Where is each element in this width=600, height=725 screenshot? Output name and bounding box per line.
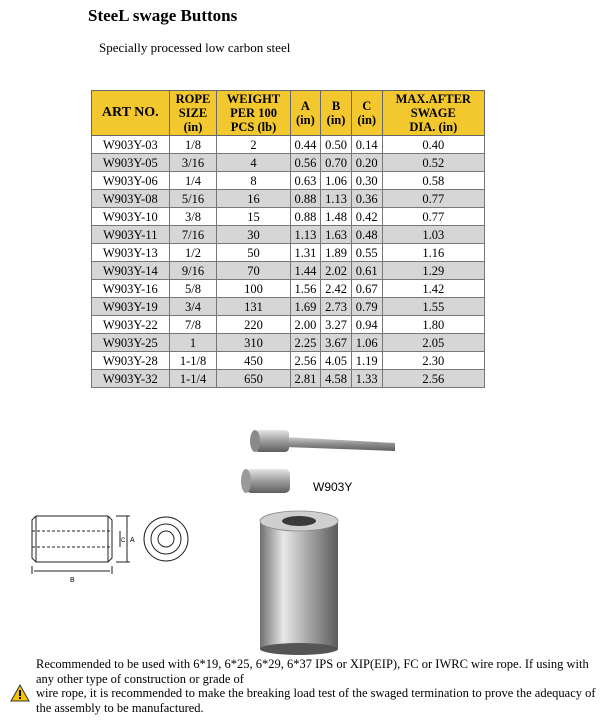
table-cell: 1-1/8 <box>169 352 217 370</box>
table-cell: 2.30 <box>382 352 484 370</box>
table-cell: 1/8 <box>169 136 217 154</box>
table-cell: 2.25 <box>290 334 321 352</box>
warning-icon <box>10 684 30 702</box>
column-header <box>351 91 382 136</box>
table-cell: 0.61 <box>351 262 382 280</box>
table-cell: 0.79 <box>351 298 382 316</box>
dimension-drawing <box>30 504 190 584</box>
table-cell: 650 <box>217 370 290 388</box>
table-cell: 0.56 <box>290 154 321 172</box>
table-cell: W903Y-06 <box>92 172 170 190</box>
table-cell: 1.48 <box>321 208 352 226</box>
column-header <box>169 91 217 136</box>
table-cell: 1.55 <box>382 298 484 316</box>
column-header-line: DIA. (in) <box>409 120 458 134</box>
table-cell: 1/4 <box>169 172 217 190</box>
usage-note-line-2: wire rope, it is recommended to make the breaking load test of the swaged termination to prove the adequacy of the assembly to be manufactured. <box>36 686 596 715</box>
table-cell: 0.88 <box>290 208 321 226</box>
column-header-line: PER 100 <box>230 106 277 120</box>
table-cell: 50 <box>217 244 290 262</box>
table-row <box>92 352 485 370</box>
column-header-line: PCS (lb) <box>230 120 277 134</box>
spec-table-body <box>92 136 485 388</box>
table-cell: 0.20 <box>351 154 382 172</box>
wire-rope-assembly <box>250 430 395 452</box>
table-cell: 15 <box>217 208 290 226</box>
table-cell: 0.14 <box>351 136 382 154</box>
table-cell: 1.29 <box>382 262 484 280</box>
table-cell: 5/16 <box>169 190 217 208</box>
table-cell: 1-1/4 <box>169 370 217 388</box>
column-header-line: (in) <box>183 120 203 134</box>
table-cell: 2.73 <box>321 298 352 316</box>
large-button <box>260 511 338 655</box>
table-cell: W903Y-22 <box>92 316 170 334</box>
table-cell: 4 <box>217 154 290 172</box>
table-cell: 0.40 <box>382 136 484 154</box>
table-cell: 1.69 <box>290 298 321 316</box>
table-cell: 0.48 <box>351 226 382 244</box>
table-cell: 3/8 <box>169 208 217 226</box>
table-cell: 4.58 <box>321 370 352 388</box>
table-cell: 3/16 <box>169 154 217 172</box>
table-cell: 131 <box>217 298 290 316</box>
column-header-line: WEIGHT <box>226 92 281 106</box>
table-cell: 7/16 <box>169 226 217 244</box>
table-row <box>92 172 485 190</box>
table-cell: 5/8 <box>169 280 217 298</box>
table-cell: 0.30 <box>351 172 382 190</box>
table-cell: W903Y-10 <box>92 208 170 226</box>
table-cell: 2.05 <box>382 334 484 352</box>
table-row <box>92 262 485 280</box>
table-cell: 1.13 <box>321 190 352 208</box>
column-header-line: SIZE <box>178 106 208 120</box>
table-cell: 8 <box>217 172 290 190</box>
table-cell: W903Y-13 <box>92 244 170 262</box>
table-row <box>92 208 485 226</box>
table-cell: 220 <box>217 316 290 334</box>
table-cell: 3/4 <box>169 298 217 316</box>
table-cell: 1.63 <box>321 226 352 244</box>
spec-table-header-row <box>92 91 485 136</box>
column-header-line: (in) <box>357 113 377 127</box>
table-cell: 0.94 <box>351 316 382 334</box>
column-header-line: A <box>300 99 310 113</box>
table-cell: 70 <box>217 262 290 280</box>
page-subtitle: Specially processed low carbon steel <box>99 40 291 55</box>
table-cell: 1.56 <box>290 280 321 298</box>
usage-note-line-1: Recommended to be used with 6*19, 6*25, 6*29, 6*37 IPS or XIP(EIP), FC or IWRC wire rope. If using with any other type of construction or grade of <box>36 657 589 686</box>
table-cell: 0.52 <box>382 154 484 172</box>
column-header-line: (in) <box>326 113 346 127</box>
table-cell: W903Y-19 <box>92 298 170 316</box>
column-header <box>92 91 170 136</box>
column-header-line: SWAGE <box>410 106 456 120</box>
table-row <box>92 226 485 244</box>
table-cell: 3.27 <box>321 316 352 334</box>
table-cell: 2 <box>217 136 290 154</box>
table-cell: 3.67 <box>321 334 352 352</box>
table-cell: 9/16 <box>169 262 217 280</box>
spec-table <box>91 90 485 388</box>
column-header <box>217 91 290 136</box>
table-cell: 2.81 <box>290 370 321 388</box>
table-cell: W903Y-16 <box>92 280 170 298</box>
table-cell: 0.77 <box>382 190 484 208</box>
table-cell: 0.55 <box>351 244 382 262</box>
table-row <box>92 244 485 262</box>
table-row <box>92 316 485 334</box>
table-cell: W903Y-03 <box>92 136 170 154</box>
table-cell: 310 <box>217 334 290 352</box>
table-cell: 1.19 <box>351 352 382 370</box>
table-cell: W903Y-28 <box>92 352 170 370</box>
column-header-line: MAX.AFTER <box>395 92 471 106</box>
table-cell: 1.80 <box>382 316 484 334</box>
table-row <box>92 190 485 208</box>
table-cell: 1.06 <box>321 172 352 190</box>
table-cell: 2.00 <box>290 316 321 334</box>
table-cell: 2.56 <box>290 352 321 370</box>
column-header-line: ROPE <box>175 92 211 106</box>
table-cell: W903Y-25 <box>92 334 170 352</box>
table-row <box>92 370 485 388</box>
column-header-line: ART NO. <box>101 105 159 120</box>
table-row <box>92 136 485 154</box>
table-cell: 0.36 <box>351 190 382 208</box>
table-cell: 0.50 <box>321 136 352 154</box>
product-photo <box>230 425 410 655</box>
column-header <box>290 91 321 136</box>
table-cell: 0.58 <box>382 172 484 190</box>
table-cell: 0.77 <box>382 208 484 226</box>
table-cell: 0.42 <box>351 208 382 226</box>
table-cell: 1.13 <box>290 226 321 244</box>
column-header-line: C <box>362 99 372 113</box>
page-title: SteeL swage Buttons <box>88 6 238 25</box>
usage-note <box>36 657 596 715</box>
table-cell: 16 <box>217 190 290 208</box>
table-cell: 1.33 <box>351 370 382 388</box>
table-cell: 0.70 <box>321 154 352 172</box>
column-header <box>321 91 352 136</box>
table-cell: 1 <box>169 334 217 352</box>
table-cell: 0.44 <box>290 136 321 154</box>
table-row <box>92 298 485 316</box>
table-row <box>92 334 485 352</box>
table-cell: W903Y-05 <box>92 154 170 172</box>
dimension-label-b: B <box>70 577 75 584</box>
table-cell: 0.88 <box>290 190 321 208</box>
table-cell: 1/2 <box>169 244 217 262</box>
table-row <box>92 280 485 298</box>
product-label: W903Y <box>313 480 353 494</box>
table-cell: 1.31 <box>290 244 321 262</box>
table-cell: 1.89 <box>321 244 352 262</box>
column-header-line: (in) <box>296 113 315 127</box>
dimension-label-a: A <box>130 537 135 544</box>
dimension-label-c: C <box>121 538 126 544</box>
table-cell: 30 <box>217 226 290 244</box>
column-header-line: B <box>331 99 341 113</box>
table-cell: W903Y-14 <box>92 262 170 280</box>
small-button <box>241 469 290 493</box>
table-cell: 100 <box>217 280 290 298</box>
table-cell: 1.06 <box>351 334 382 352</box>
table-cell: W903Y-32 <box>92 370 170 388</box>
table-cell: 1.16 <box>382 244 484 262</box>
table-cell: 1.03 <box>382 226 484 244</box>
table-cell: 1.44 <box>290 262 321 280</box>
table-cell: 0.67 <box>351 280 382 298</box>
spec-table-header <box>92 91 485 136</box>
table-cell: 4.05 <box>321 352 352 370</box>
table-cell: 2.42 <box>321 280 352 298</box>
table-cell: 0.63 <box>290 172 321 190</box>
table-cell: 2.02 <box>321 262 352 280</box>
table-cell: 2.56 <box>382 370 484 388</box>
table-cell: 7/8 <box>169 316 217 334</box>
table-row <box>92 154 485 172</box>
table-cell: 1.42 <box>382 280 484 298</box>
column-header <box>382 91 484 136</box>
table-cell: W903Y-11 <box>92 226 170 244</box>
table-cell: W903Y-08 <box>92 190 170 208</box>
table-cell: 450 <box>217 352 290 370</box>
